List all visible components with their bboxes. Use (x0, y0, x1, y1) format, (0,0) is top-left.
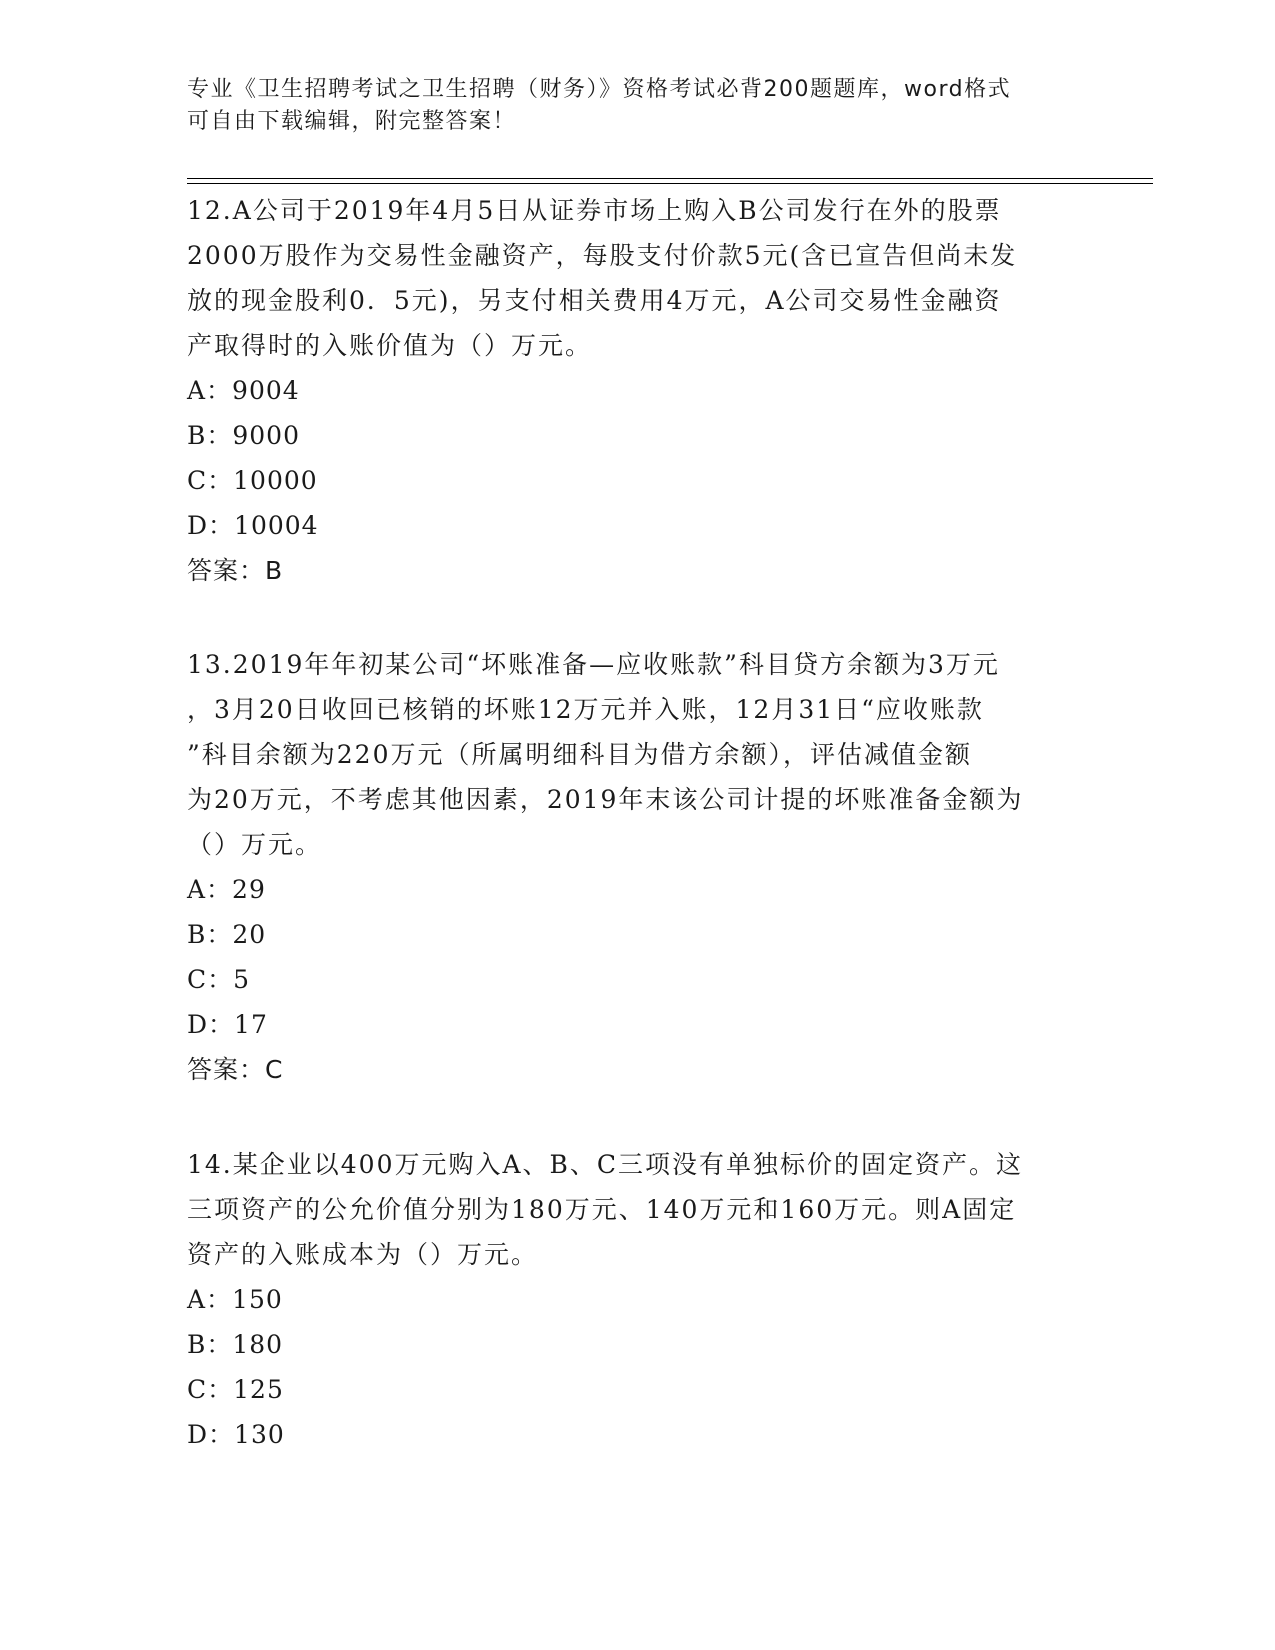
stem-line: 为20万元，不考虑其他因素，2019年末该公司计提的坏账准备金额为 (187, 785, 1024, 814)
question-stem (187, 188, 1077, 368)
stem-line: 产取得时的入账价值为（）万元。 (187, 331, 593, 360)
header-line-1: 专业《卫生招聘考试之卫生招聘（财务）》资格考试必背200题题库，word格式 (187, 77, 1012, 102)
header-divider-top (187, 178, 1153, 179)
stem-line: 2000万股作为交易性金融资产，每股支付价款5元(含已宣告但尚未发 (187, 241, 1018, 270)
header-line-2: 可自由下载编辑，附完整答案！ (187, 109, 517, 134)
stem-line: 14.某企业以400万元购入A、B、C三项没有单独标价的固定资产。这 (187, 1150, 1024, 1179)
stem-line: ”科目余额为220万元（所属明细科目为借方余额），评估减值金额 (187, 740, 973, 769)
option-c: C：10000 (187, 466, 318, 495)
option-b: B：9000 (187, 421, 300, 450)
stem-line: ，3月20日收回已核销的坏账12万元并入账，12月31日“应收账款 (187, 695, 984, 724)
stem-line: 资产的入账成本为（）万元。 (187, 1240, 539, 1269)
option-d: D：10004 (187, 511, 319, 540)
question-stem (187, 642, 1077, 867)
option-d: D：17 (187, 1010, 268, 1039)
option-d: D：130 (187, 1420, 285, 1449)
question-14 (187, 1142, 1077, 1457)
question-13 (187, 642, 1077, 1092)
option-b: B：180 (187, 1330, 284, 1359)
document-header (187, 74, 1067, 138)
option-c: C：125 (187, 1375, 284, 1404)
answer-text: 答案：C (187, 1055, 284, 1084)
answer-text: 答案：B (187, 556, 284, 585)
question-12 (187, 188, 1077, 593)
stem-line: 三项资产的公允价值分别为180万元、140万元和160万元。则A固定 (187, 1195, 1017, 1224)
option-a: A：150 (187, 1285, 283, 1314)
option-c: C：5 (187, 965, 251, 994)
option-list (187, 867, 1077, 1047)
header-divider-bottom (187, 183, 1153, 184)
stem-line: 放的现金股利0．5元)，另支付相关费用4万元，A公司交易性金融资 (187, 286, 1002, 315)
option-list (187, 368, 1077, 548)
option-list (187, 1277, 1077, 1457)
option-b: B：20 (187, 920, 267, 949)
stem-line: 12.A公司于2019年4月5日从证券市场上购入B公司发行在外的股票 (187, 196, 1002, 225)
stem-line: （）万元。 (187, 830, 323, 859)
question-stem (187, 1142, 1077, 1277)
option-a: A：9004 (187, 376, 300, 405)
stem-line: 13.2019年年初某公司“坏账准备—应收账款”科目贷方余额为3万元 (187, 650, 1000, 679)
option-a: A：29 (187, 875, 266, 904)
